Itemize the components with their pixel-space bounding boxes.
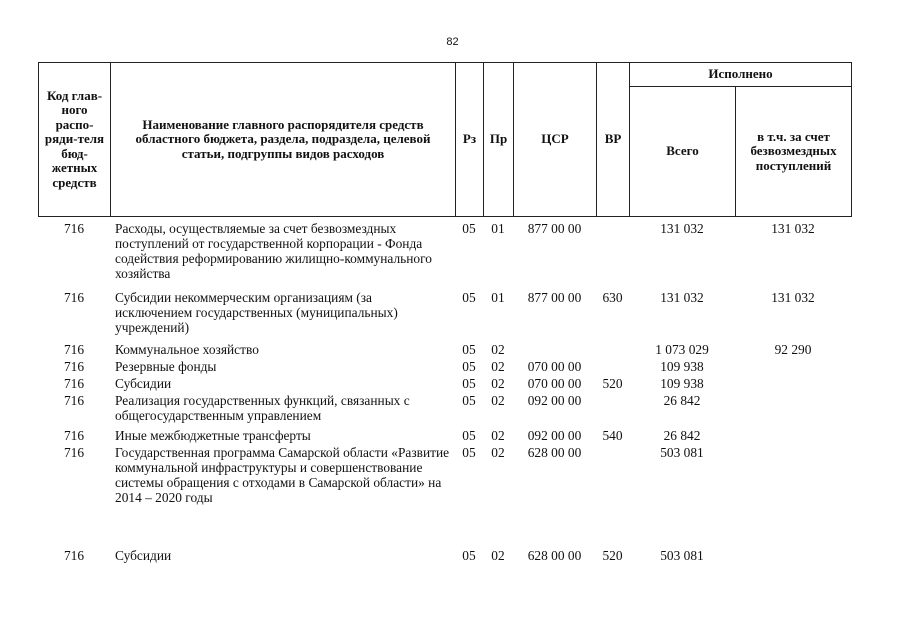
row-name: Субсидии	[115, 548, 172, 563]
row-pr: 01	[491, 221, 505, 236]
row-vr: 520	[602, 548, 623, 563]
row-pr: 02	[491, 342, 505, 357]
header-rz: Рз	[456, 63, 484, 217]
row-total: 503 081	[660, 445, 704, 460]
row-pr: 02	[491, 376, 505, 391]
row-total: 1 073 029	[655, 342, 709, 357]
row-free: 131 032	[771, 221, 815, 236]
row-name: Субсидии	[115, 376, 172, 391]
row-vr: 520	[602, 376, 623, 391]
page-number: 82	[446, 36, 459, 48]
row-csr: 877 00 00	[527, 221, 582, 236]
row-pr: 02	[491, 393, 505, 408]
row-vr: 630	[602, 290, 623, 305]
header-executed: Исполнено	[630, 63, 852, 87]
row-code: 716	[63, 342, 85, 357]
row-name: Субсидии некоммерческим организациям (за исключением государственных (муниципальных) учреждений)	[115, 290, 398, 335]
row-total: 109 938	[660, 376, 704, 391]
header-total: Всего	[630, 87, 736, 217]
table-header	[38, 62, 852, 217]
row-csr: 092 00 00	[527, 393, 582, 408]
row-name: Реализация государственных функций, связанных с общегосударственным управлением	[115, 393, 410, 423]
row-rz: 05	[462, 290, 476, 305]
row-code: 716	[63, 393, 85, 408]
header-pr: Пр	[484, 63, 514, 217]
row-pr: 01	[491, 290, 505, 305]
header-vr: ВР	[597, 63, 630, 217]
row-rz: 05	[462, 428, 476, 443]
row-rz: 05	[462, 221, 476, 236]
row-code: 716	[63, 548, 85, 563]
row-code: 716	[63, 359, 85, 374]
row-name: Расходы, осуществляемые за счет безвозмездных поступлений от государственной корпорации - Фонда содействия реформированию жилищно-коммунального хозяйства	[115, 221, 432, 281]
row-csr: 092 00 00	[527, 428, 582, 443]
header-name: Наименование главного распорядителя средств областного бюджета, раздела, подраздела, целевой статьи, подгруппы видов расходов	[111, 63, 456, 217]
row-total: 109 938	[660, 359, 704, 374]
row-total: 503 081	[660, 548, 704, 563]
row-total: 26 842	[663, 393, 701, 408]
row-csr: 070 00 00	[527, 359, 582, 374]
row-name: Иные межбюджетные трансферты	[115, 428, 311, 443]
row-name: Государственная программа Самарской области «Развитие коммунальной инфраструктуры и совершенствование системы обращения с отходами в Самарской области» на 2014 – 2020 годы	[115, 445, 450, 505]
row-code: 716	[63, 290, 85, 305]
row-rz: 05	[462, 376, 476, 391]
row-code: 716	[63, 428, 85, 443]
row-rz: 05	[462, 393, 476, 408]
row-csr: 628 00 00	[527, 548, 582, 563]
row-vr: 540	[602, 428, 623, 443]
row-code: 716	[63, 221, 85, 236]
row-name: Коммунальное хозяйство	[115, 342, 259, 357]
header-csr: ЦСР	[514, 63, 597, 217]
row-total: 26 842	[663, 428, 701, 443]
header-free: в т.ч. за счет безвозмездных поступлений	[736, 87, 852, 217]
row-rz: 05	[462, 445, 476, 460]
row-rz: 05	[462, 342, 476, 357]
header-code: Код глав-ного распо-ряди-теля бюд-жетных средств	[39, 63, 111, 217]
row-pr: 02	[491, 548, 505, 563]
row-free: 92 290	[774, 342, 812, 357]
row-code: 716	[63, 376, 85, 391]
row-name: Резервные фонды	[115, 359, 217, 374]
row-code: 716	[63, 445, 85, 460]
row-pr: 02	[491, 445, 505, 460]
row-total: 131 032	[660, 290, 704, 305]
row-rz: 05	[462, 548, 476, 563]
row-csr: 877 00 00	[527, 290, 582, 305]
row-csr: 070 00 00	[527, 376, 582, 391]
row-pr: 02	[491, 428, 505, 443]
row-pr: 02	[491, 359, 505, 374]
row-total: 131 032	[660, 221, 704, 236]
row-rz: 05	[462, 359, 476, 374]
row-csr: 628 00 00	[527, 445, 582, 460]
row-free: 131 032	[771, 290, 815, 305]
